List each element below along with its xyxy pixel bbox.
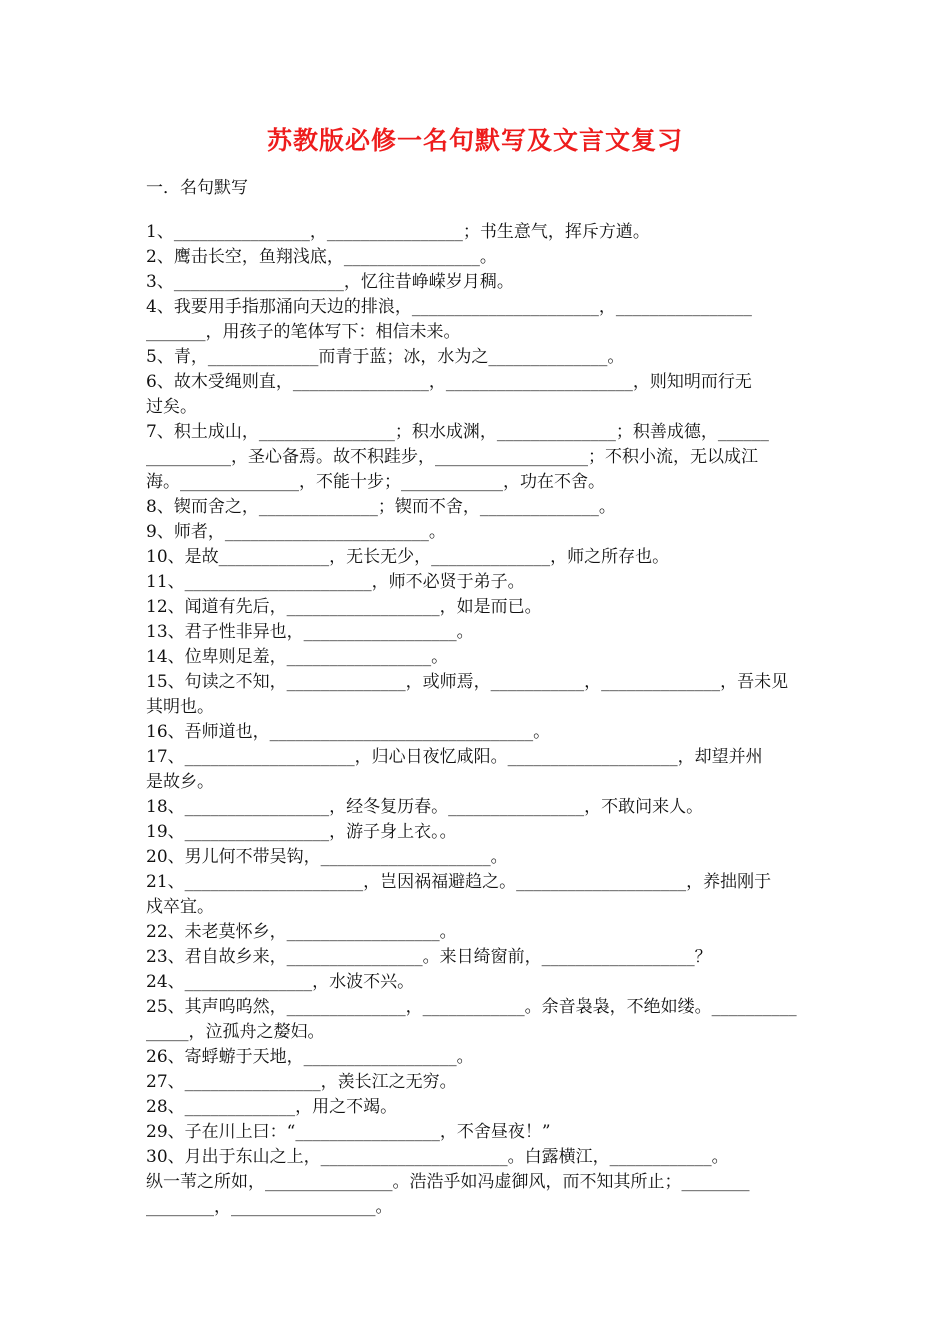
text-line: 8、锲而舍之，______________；锲而不舍，______________。 bbox=[146, 497, 616, 517]
text-line: __________，圣心备焉。故不积跬步，__________________；不积小流，无以成江 bbox=[146, 447, 758, 467]
text-line: 30、月出于东山之上，______________________。白露横江，____________。 bbox=[146, 1147, 729, 1167]
text-line: 3、____________________，忆往昔峥嵘岁月稠。 bbox=[146, 272, 514, 292]
text-line: 23、君自故乡来，________________。来日绮窗前，__________________？ bbox=[146, 947, 712, 967]
text-line: 21、_____________________，岂因祸福避趋之。____________________，养拙刚于 bbox=[146, 872, 772, 892]
text-line: 12、闻道有先后，__________________，如是而已。 bbox=[146, 597, 542, 617]
text-line: 14、位卑则足羞，_________________。 bbox=[146, 647, 449, 667]
text-line: 2、鹰击长空，鱼翔浅底，________________。 bbox=[146, 247, 497, 267]
text-line: 9、师者，________________________。 bbox=[146, 522, 446, 542]
text-line: 5、青，_____________而青于蓝；冰，水为之______________。 bbox=[146, 347, 625, 367]
text-line: 戍卒宜。 bbox=[146, 897, 214, 917]
text-line: 是故乡。 bbox=[146, 772, 214, 792]
text-line: 29、子在川上曰：“_________________，不舍昼夜！” bbox=[146, 1122, 551, 1142]
text-line: ________，_________________。 bbox=[146, 1197, 393, 1217]
page-title: 苏教版必修一名句默写及文言文复习 bbox=[266, 126, 683, 155]
text-line: 27、________________，羡长江之无穷。 bbox=[146, 1072, 457, 1092]
text-line: 纵一苇之所如，_______________。浩浩乎如冯虚御风，而不知其所止；________ bbox=[146, 1172, 750, 1192]
text-line: 28、_____________，用之不竭。 bbox=[146, 1097, 398, 1117]
text-line: 其明也。 bbox=[146, 697, 214, 717]
text-line: _______，用孩子的笔体写下：相信未来。 bbox=[146, 322, 461, 342]
text-line: 24、_______________，水波不兴。 bbox=[146, 972, 415, 992]
text-line: 22、未老莫怀乡，__________________。 bbox=[146, 922, 457, 942]
text-line: 7、积土成山，________________；积水成渊，______________；积善成德，______ bbox=[146, 422, 769, 442]
text-line: 海。______________，不能十步；____________，功在不舍。 bbox=[146, 472, 605, 492]
text-line: 6、故木受绳则直，________________，______________________，则知明而行无 bbox=[146, 372, 752, 392]
text-line: 26、寄蜉蝣于天地，__________________。 bbox=[146, 1047, 474, 1067]
text-line: 17、____________________，归心日夜忆咸阳。____________________，却望并州 bbox=[146, 747, 763, 767]
text-line: _____，泣孤舟之嫠妇。 bbox=[146, 1022, 325, 1042]
text-line: 4、我要用手指那涌向天边的排浪，______________________，________________ bbox=[146, 297, 752, 317]
text-line: 13、君子性非异也，__________________。 bbox=[146, 622, 474, 642]
text-line: 15、句读之不知，______________，或师焉，___________，______________，吾未见 bbox=[146, 672, 789, 692]
text-line: 过矣。 bbox=[146, 397, 197, 417]
text-line: 19、_________________，游子身上衣。。 bbox=[146, 822, 457, 842]
text-line: 20、男儿何不带吴钩，____________________。 bbox=[146, 847, 508, 867]
section-heading: 一．名句默写 bbox=[146, 178, 248, 198]
text-line: 11、______________________，师不必贤于弟子。 bbox=[146, 572, 525, 592]
document-body bbox=[146, 220, 810, 1220]
text-line: 1、________________，________________；书生意气，挥斥方遒。 bbox=[146, 222, 650, 242]
text-line: 16、吾师道也，_______________________________。 bbox=[146, 722, 551, 742]
text-line: 25、其声呜呜然，______________，____________。余音袅袅，不绝如缕。__________ bbox=[146, 997, 797, 1017]
text-line: 18、_________________，经冬复历春。________________，不敢问来人。 bbox=[146, 797, 704, 817]
text-line: 10、是故_____________，无长无少，______________，师之所存也。 bbox=[146, 547, 670, 567]
